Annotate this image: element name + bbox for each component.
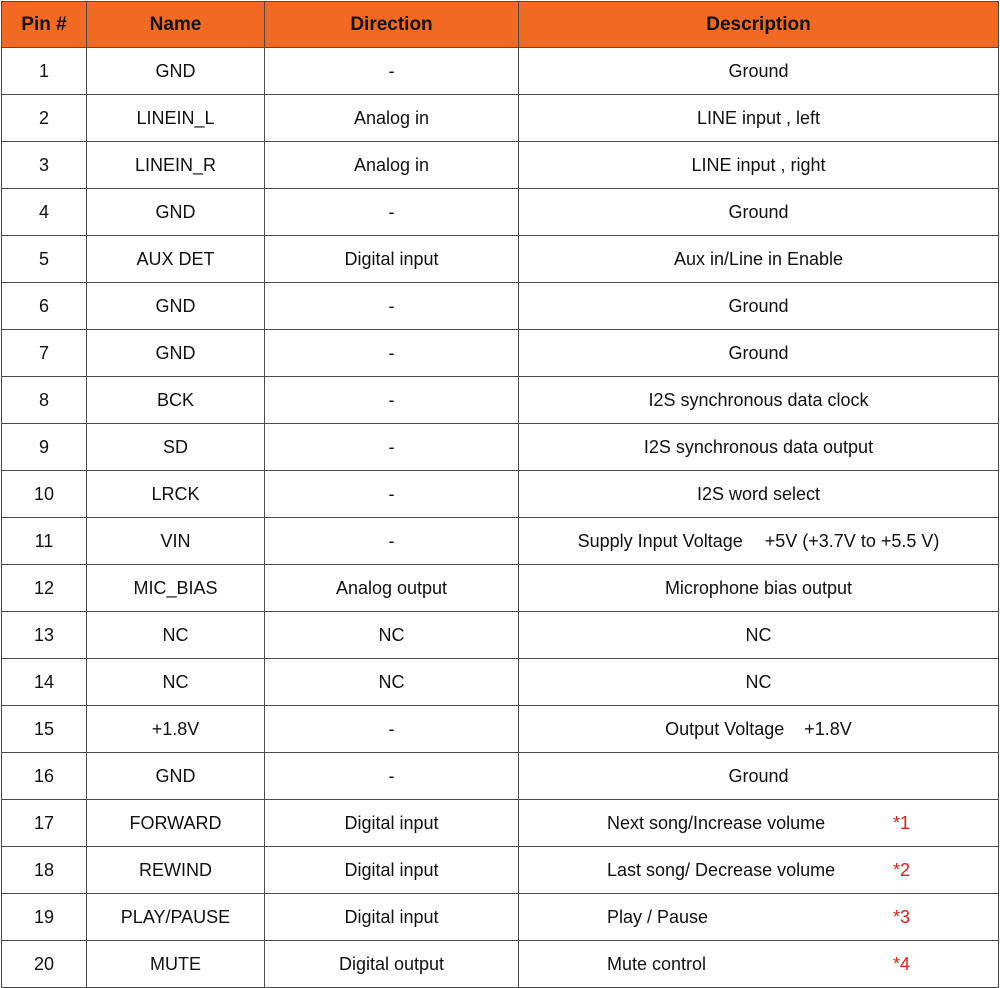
table-row: [2, 330, 999, 377]
pin-number: 9: [2, 424, 87, 471]
pin-name: LINEIN_L: [87, 95, 265, 142]
pin-direction: -: [265, 283, 519, 330]
pin-description: [519, 941, 999, 988]
table-row: [2, 847, 999, 894]
table-body: [2, 48, 999, 988]
table-row: [2, 941, 999, 988]
pin-description: Ground: [519, 189, 999, 236]
pin-direction: Analog in: [265, 95, 519, 142]
pin-description: LINE input , left: [519, 95, 999, 142]
description-text: Output Voltage: [665, 718, 785, 739]
pin-description: NC: [519, 612, 999, 659]
pin-number: 5: [2, 236, 87, 283]
pin-name: MIC_BIAS: [87, 565, 265, 612]
pin-name: GND: [87, 753, 265, 800]
pin-direction: NC: [265, 612, 519, 659]
table-row: [2, 236, 999, 283]
table-row: [2, 753, 999, 800]
footnote-marker: *3: [892, 906, 910, 927]
pin-name: GND: [87, 189, 265, 236]
description-text: Supply Input Voltage: [577, 530, 743, 551]
table-row: [2, 283, 999, 330]
pin-name: GND: [87, 330, 265, 377]
pin-description: [519, 894, 999, 941]
pin-direction: Digital output: [265, 941, 519, 988]
pin-number: 4: [2, 189, 87, 236]
footnote-marker: *2: [892, 859, 910, 880]
pin-number: 6: [2, 283, 87, 330]
pin-direction: Digital input: [265, 894, 519, 941]
pin-direction: -: [265, 753, 519, 800]
pin-description: Microphone bias output: [519, 565, 999, 612]
pin-direction: Analog output: [265, 565, 519, 612]
pin-description: NC: [519, 659, 999, 706]
description-wrap: [607, 907, 910, 928]
table-row: [2, 377, 999, 424]
pin-description: Ground: [519, 330, 999, 377]
pin-direction: -: [265, 48, 519, 95]
table-row: [2, 612, 999, 659]
pin-direction: Digital input: [265, 236, 519, 283]
pin-direction: Digital input: [265, 800, 519, 847]
pin-number: 16: [2, 753, 87, 800]
pin-number: 11: [2, 518, 87, 565]
pin-number: 14: [2, 659, 87, 706]
table-row: [2, 518, 999, 565]
pin-name: BCK: [87, 377, 265, 424]
description-wrap: [607, 860, 910, 881]
header-row: [2, 2, 999, 48]
pin-number: 19: [2, 894, 87, 941]
table-row: [2, 142, 999, 189]
pin-name: VIN: [87, 518, 265, 565]
pin-direction: -: [265, 471, 519, 518]
header-direction: Direction: [265, 2, 519, 48]
pin-direction: -: [265, 330, 519, 377]
pin-number: 7: [2, 330, 87, 377]
pin-number: 17: [2, 800, 87, 847]
pin-name: NC: [87, 612, 265, 659]
pin-table: [1, 1, 999, 988]
pin-description: I2S synchronous data clock: [519, 377, 999, 424]
pin-direction: -: [265, 706, 519, 753]
description-wrap: [607, 813, 910, 834]
header-name: Name: [87, 2, 265, 48]
pin-description: Ground: [519, 283, 999, 330]
pin-number: 20: [2, 941, 87, 988]
pin-direction: Digital input: [265, 847, 519, 894]
pin-direction: NC: [265, 659, 519, 706]
pin-direction: -: [265, 518, 519, 565]
footnote-marker: *4: [892, 953, 910, 974]
table-row: [2, 48, 999, 95]
pin-number: 15: [2, 706, 87, 753]
pin-number: 12: [2, 565, 87, 612]
pin-name: FORWARD: [87, 800, 265, 847]
pin-description: Aux in/Line in Enable: [519, 236, 999, 283]
description-value: +1.8V: [804, 718, 852, 739]
pin-description: [519, 847, 999, 894]
pin-description: [519, 706, 999, 753]
table-row: [2, 95, 999, 142]
description-text: Last song/ Decrease volume: [607, 859, 836, 880]
table-row: [2, 424, 999, 471]
table-row: [2, 189, 999, 236]
header-description: Description: [519, 2, 999, 48]
pin-direction: -: [265, 189, 519, 236]
pin-description: LINE input , right: [519, 142, 999, 189]
pin-name: GND: [87, 283, 265, 330]
table-row: [2, 800, 999, 847]
pin-name: PLAY/PAUSE: [87, 894, 265, 941]
pin-name: +1.8V: [87, 706, 265, 753]
pin-description: [519, 518, 999, 565]
pin-name: GND: [87, 48, 265, 95]
description-value: +5V (+3.7V to +5.5 V): [764, 530, 940, 551]
table-row: [2, 706, 999, 753]
pin-direction: -: [265, 377, 519, 424]
description-text: Mute control: [607, 953, 707, 974]
description-text: Next song/Increase volume: [607, 812, 826, 833]
pin-direction: Analog in: [265, 142, 519, 189]
header-pin: Pin #: [2, 2, 87, 48]
pin-number: 18: [2, 847, 87, 894]
pin-description: Ground: [519, 48, 999, 95]
table-row: [2, 659, 999, 706]
pin-description: I2S word select: [519, 471, 999, 518]
pin-number: 10: [2, 471, 87, 518]
pin-name: NC: [87, 659, 265, 706]
table-header: [2, 2, 999, 48]
pin-name: REWIND: [87, 847, 265, 894]
pin-number: 3: [2, 142, 87, 189]
pin-description: I2S synchronous data output: [519, 424, 999, 471]
pin-name: SD: [87, 424, 265, 471]
pin-description: [519, 800, 999, 847]
pin-direction: -: [265, 424, 519, 471]
pin-number: 13: [2, 612, 87, 659]
pin-number: 2: [2, 95, 87, 142]
description-text: Play / Pause: [607, 906, 709, 927]
pin-name: AUX DET: [87, 236, 265, 283]
pin-description: Ground: [519, 753, 999, 800]
description-wrap: [607, 954, 910, 975]
table-row: [2, 894, 999, 941]
footnote-marker: *1: [892, 812, 910, 833]
pin-number: 1: [2, 48, 87, 95]
pin-number: 8: [2, 377, 87, 424]
table-row: [2, 565, 999, 612]
table-row: [2, 471, 999, 518]
pin-name: LRCK: [87, 471, 265, 518]
pin-name: MUTE: [87, 941, 265, 988]
pin-name: LINEIN_R: [87, 142, 265, 189]
